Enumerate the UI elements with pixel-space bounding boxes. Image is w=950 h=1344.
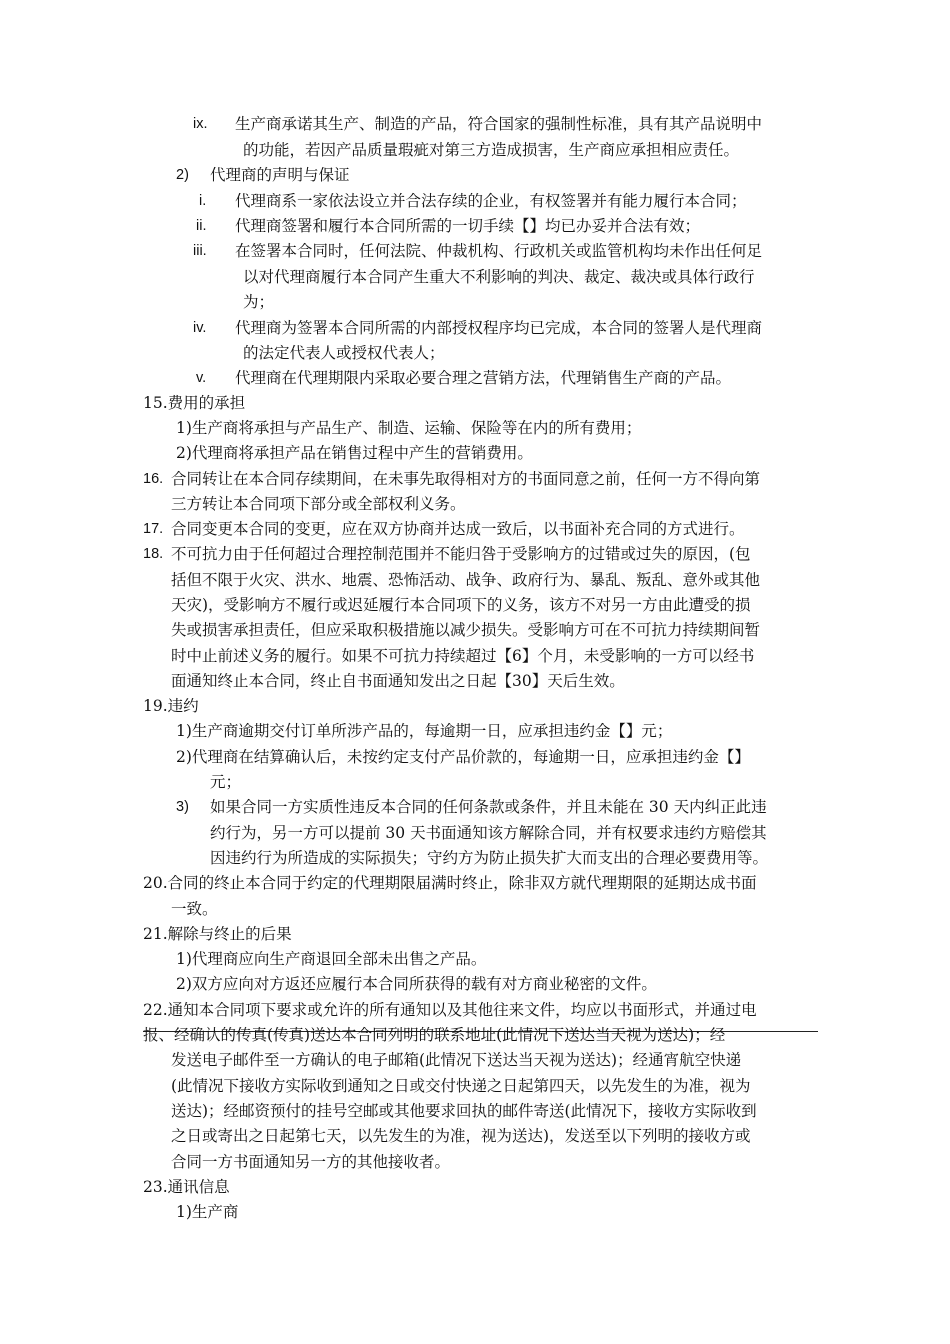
list-number: iv. bbox=[193, 320, 207, 336]
text-line: 元； bbox=[210, 773, 242, 791]
text-line: 20.合同的终止本合同于约定的代理期限届满时终止，除非双方就代理期限的延期达成书面 bbox=[143, 874, 757, 892]
text-line: 括但不限于火灾、洪水、地震、恐怖活动、战争、政府行为、暴乱、叛乱、意外或其他 bbox=[171, 571, 761, 589]
text-line: 合同变更本合同的变更，应在双方协商并达成一致后，以书面补充合同的方式进行。 bbox=[171, 520, 745, 538]
list-number: 3) bbox=[176, 799, 189, 815]
list-number: ii. bbox=[196, 218, 207, 234]
list-number: i. bbox=[199, 193, 207, 209]
text-line: 代理商系一家依法设立并合法存续的企业，有权签署并有能力履行本合同； bbox=[235, 192, 747, 210]
text-line: 的法定代表人或授权代表人； bbox=[243, 344, 445, 362]
text-line: 一致。 bbox=[171, 900, 218, 918]
text-line: 如果合同一方实质性违反本合同的任何条款或条件，并且未能在 30 天内纠正此违 bbox=[210, 798, 767, 816]
text-line: 1)代理商应向生产商退回全部未出售之产品。 bbox=[176, 950, 487, 968]
text-line: 时中止前述义务的履行。如果不可抗力持续超过【6】个月，未受影响的一方可以经书 bbox=[171, 647, 755, 665]
text-line: 代理商为签署本合同所需的内部授权程序均已完成，本合同的签署人是代理商 bbox=[235, 319, 763, 337]
text-line: 为； bbox=[243, 293, 275, 311]
text-line: 2)双方应向对方返还应履行本合同所获得的载有对方商业秘密的文件。 bbox=[176, 975, 657, 993]
list-number: ix. bbox=[193, 116, 208, 132]
text-line: 天灾)，受影响方不履行或迟延履行本合同项下的义务，该方不对另一方由此遭受的损 bbox=[171, 596, 751, 614]
clause-heading: 15.费用的承担 bbox=[143, 394, 246, 412]
text-line: 代理商签署和履行本合同所需的一切手续【】均已办妥并合法有效； bbox=[235, 217, 701, 235]
text-line: 因违约行为所造成的实际损失；守约方为防止损失扩大而支出的合理必要费用等。 bbox=[210, 849, 769, 867]
text-line: 之日或寄出之日起第七天，以先发生的为准，视为送达)，发送至以下列明的接收方或 bbox=[171, 1127, 751, 1145]
text-line: 合同一方书面通知另一方的其他接收者。 bbox=[171, 1153, 451, 1171]
text-line: 1)生产商逾期交付订单所涉产品的，每逾期一日，应承担违约金【】元； bbox=[176, 722, 673, 740]
list-number: iii. bbox=[193, 243, 207, 259]
text-line: 2)代理商将承担产品在销售过程中产生的营销费用。 bbox=[176, 444, 533, 462]
clause-heading: 23.通讯信息 bbox=[143, 1178, 230, 1196]
text-line: 1)生产商将承担与产品生产、制造、运输、保险等在内的所有费用； bbox=[176, 419, 642, 437]
text-line: 三方转让本合同项下部分或全部权利义务。 bbox=[171, 495, 466, 513]
clause-heading: 21.解除与终止的后果 bbox=[143, 925, 292, 943]
list-number: 16. bbox=[143, 471, 164, 487]
text-line: 不可抗力由于任何超过合理控制范围并不能归咎于受影响方的过错或过失的原因，(包 bbox=[171, 545, 751, 563]
text-line: 22.通知本合同项下要求或允许的所有通知以及其他往来文件，均应以书面形式，并通过电 bbox=[143, 1001, 757, 1019]
list-number: v. bbox=[196, 370, 207, 386]
text-line: 的功能，若因产品质量瑕疵对第三方造成损害，生产商应承担相应责任。 bbox=[243, 141, 740, 159]
text-line: 失或损害承担责任，但应采取积极措施以减少损失。受影响方可在不可抗力持续期间暂 bbox=[171, 621, 761, 639]
text-line: 约行为，另一方可以提前 30 天书面通知该方解除合同，并有权要求违约方赔偿其 bbox=[210, 824, 767, 842]
text-line: 面通知终止本合同，终止自书面通知发出之日起【30】天后生效。 bbox=[171, 672, 625, 690]
text-line: 报、经确认的传真(传真)送达本合同列明的联系地址(此情况下送达当天视为送达)；经 bbox=[143, 1026, 726, 1044]
text-line: 发送电子邮件至一方确认的电子邮箱(此情况下送达当天视为送达)；经通宵航空快递 bbox=[171, 1051, 742, 1069]
clause-heading: 19.违约 bbox=[143, 697, 199, 715]
text-line: 在签署本合同时，任何法院、仲裁机构、行政机关或监管机构均未作出任何足 bbox=[235, 242, 763, 260]
text-line: 送达)；经邮资预付的挂号空邮或其他要求回执的邮件寄送(此情况下，接收方实际收到 bbox=[171, 1102, 757, 1120]
text-line: 2)代理商在结算确认后，未按约定支付产品价款的，每逾期一日，应承担违约金【】 bbox=[176, 748, 750, 766]
text-line: 1)生产商 bbox=[176, 1203, 239, 1221]
text-line: 生产商承诺其生产、制造的产品，符合国家的强制性标准，具有其产品说明中 bbox=[235, 115, 763, 133]
list-number: 17. bbox=[143, 521, 164, 537]
text-line: 代理商在代理期限内采取必要合理之营销方法，代理销售生产商的产品。 bbox=[235, 369, 732, 387]
list-number: 2) bbox=[176, 167, 189, 183]
section-heading: 代理商的声明与保证 bbox=[210, 166, 350, 184]
text-line: 合同转让在本合同存续期间，在未事先取得相对方的书面同意之前，任何一方不得向第 bbox=[171, 470, 761, 488]
list-number: 18. bbox=[143, 546, 164, 562]
text-line: 以对代理商履行本合同产生重大不利影响的判决、裁定、裁决或具体行政行 bbox=[243, 268, 755, 286]
text-line: (此情况下接收方实际收到通知之日或交付快递之日起第四天，以先发生的为准，视为 bbox=[171, 1077, 751, 1095]
